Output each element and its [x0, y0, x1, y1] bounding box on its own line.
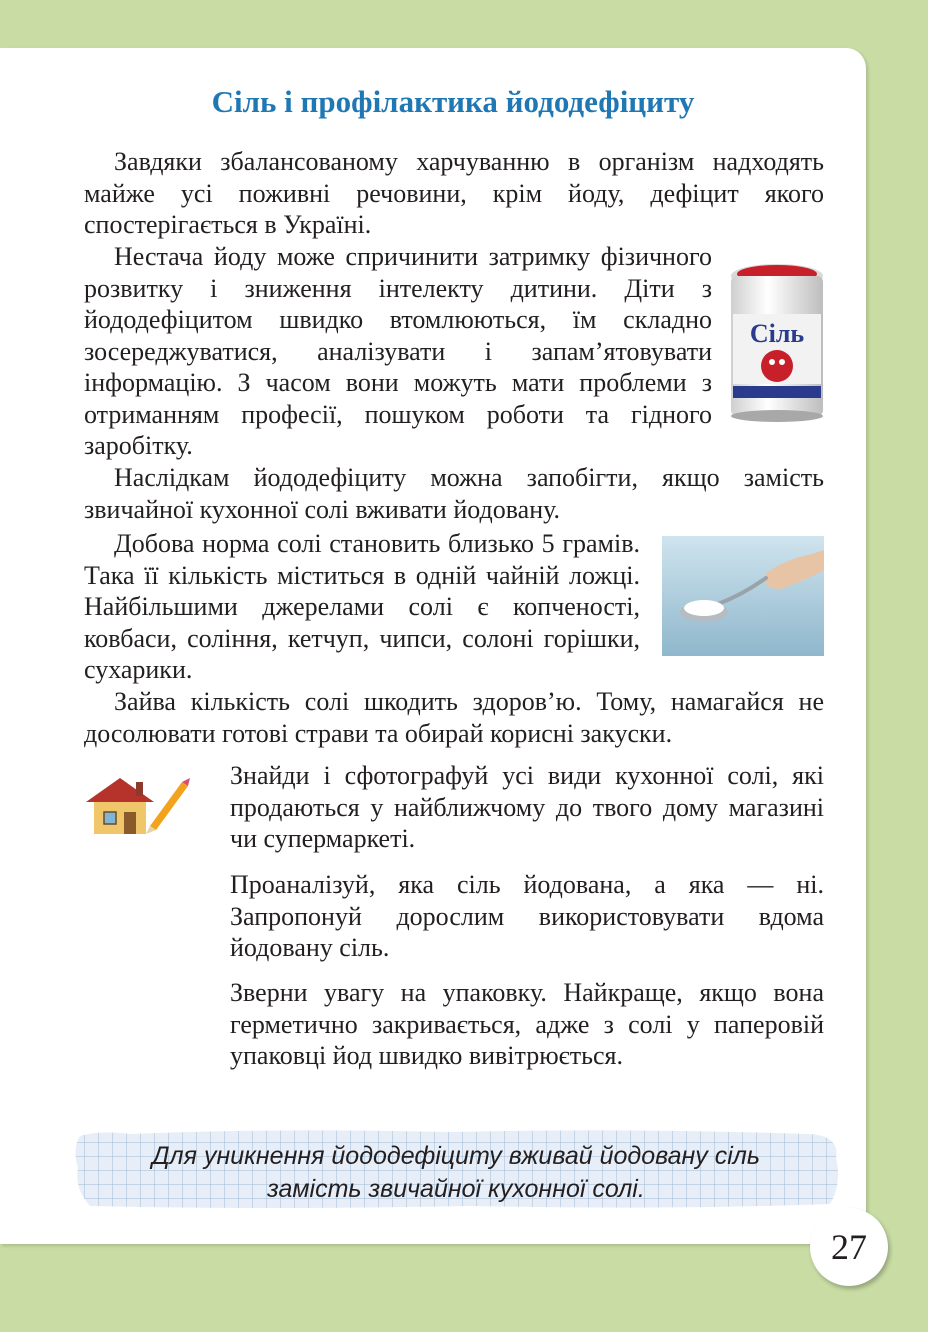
- task-packaging: Зверни увагу на упаковку. Найкраще, якщо вона герметично закривається, адже з солі у паперовій упаковці йод швидко вивітрюється.: [230, 978, 824, 1070]
- page-number: 27: [831, 1227, 867, 1267]
- paragraph-intro: Завдяки збалансованому харчуванню в організм надходять майже усі поживні речовини, крім йоду, дефіцит якого спостерігається в Україні.: [84, 147, 824, 239]
- salt-spoon-image: [662, 536, 824, 656]
- conclusion-line-2: замість звичайної кухонної солі.: [267, 1175, 645, 1203]
- paragraph-prevention: Наслідкам йододефіциту можна запобігти, якщо замість звичайної кухонної солі вживати йодовану.: [84, 463, 824, 524]
- task-analyze-salt: Проаналізуй, яка сіль йодована, а яка — ні. Запропонуй дорослим використовувати вдома йодовану сіль.: [230, 870, 824, 962]
- jar-label: Сіль: [749, 319, 805, 348]
- page-title: Сіль і профілактика йододефіциту: [211, 84, 695, 119]
- salt-jar-image: [728, 262, 826, 424]
- conclusion-text: [70, 1140, 842, 1206]
- paragraph-deficiency-effects: Нестача йоду може спричинити затримку фізичного розвитку і зниження інтелекту дитини. Діти з йододефіцитом швидко втомлюються, їм складно зосереджуватися, аналізувати і запам’ятовувати інформацію. З часом вони можуть мати проблеми з отриманням професії, пошуком роботи та гідного заробітку.: [84, 242, 712, 460]
- paragraph-excess-salt: Зайва кількість солі шкодить здоров’ю. Тому, намагайся не досолювати готові страви та обирай корисні закуски.: [84, 687, 824, 748]
- conclusion-line-1: Для уникнення йододефіциту вживай йодовану сіль: [151, 1142, 761, 1170]
- home-task-icon: [80, 772, 190, 836]
- task-find-salt: Знайди і сфотографуй усі види кухонної солі, які продаються у найближчому до твого дому магазині чи супермаркеті.: [230, 761, 824, 853]
- paragraph-daily-norm: Добова норма солі становить близько 5 грамів. Така її кількість міститься в одній чайній ложці. Найбільшими джерелами солі є копченості, ковбаси, соління, кетчуп, чипси, солоні горішки, сухарики.: [84, 529, 640, 684]
